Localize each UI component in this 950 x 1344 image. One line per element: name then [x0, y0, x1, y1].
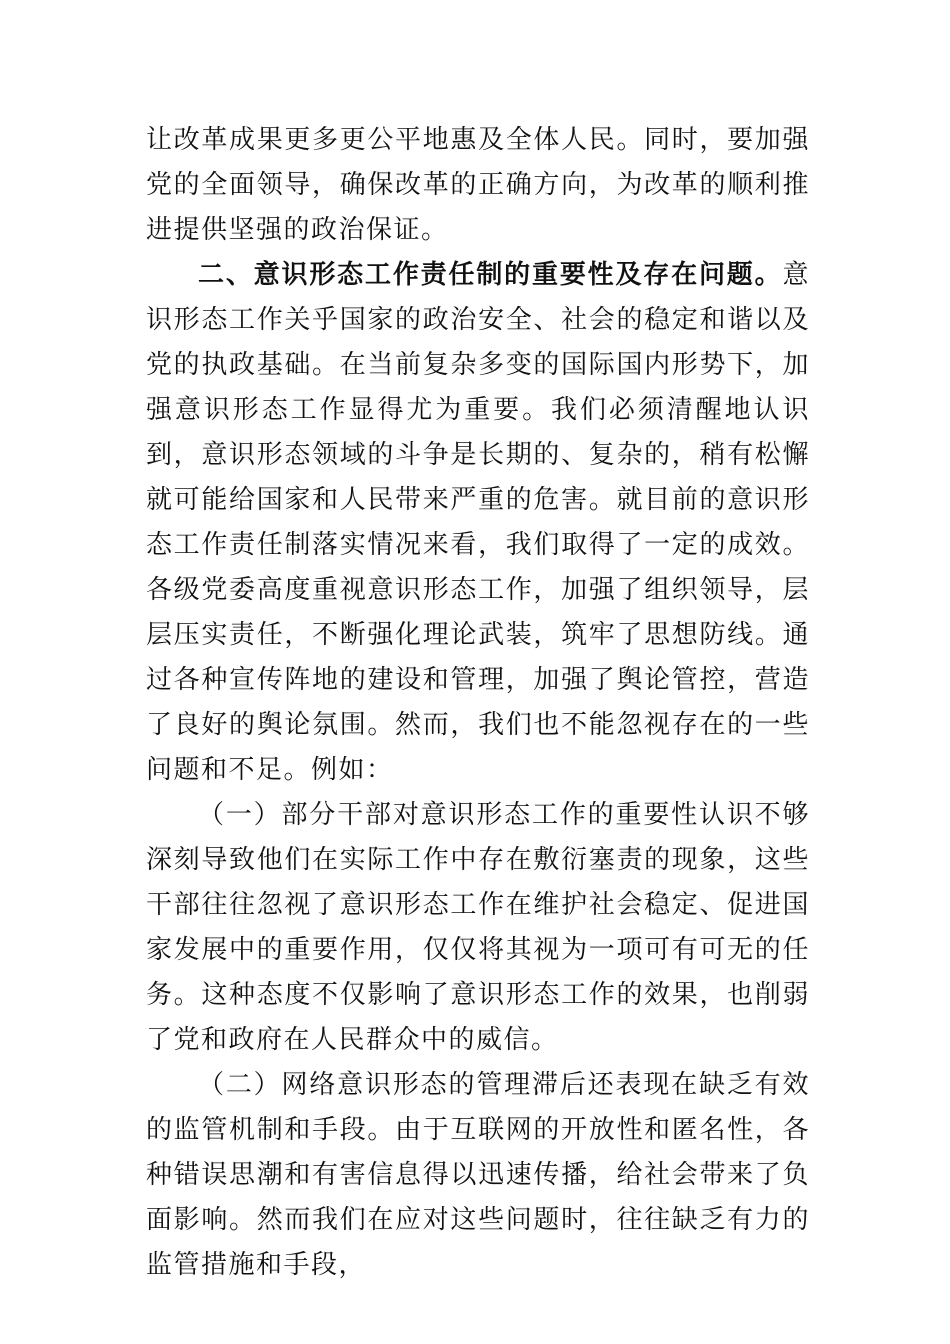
paragraph-section-two [146, 253, 810, 793]
document-body [146, 118, 810, 1288]
section-heading: 二、意识形态工作责任制的重要性及存在问题。 [198, 260, 783, 290]
paragraph-reform-conclusion [146, 118, 810, 253]
paragraph-item-two [146, 1063, 810, 1288]
paragraph-item-one [146, 793, 810, 1063]
paragraph-text: 让改革成果更多更公平地惠及全体人民。同时，要加强党的全面领导，确保改革的正确方向，为改革的顺利推进提供坚强的政治保证。 [146, 125, 810, 245]
paragraph-text: （一）部分干部对意识形态工作的重要性认识不够深刻导致他们在实际工作中存在敷衍塞责的现象，这些干部往往忽视了意识形态工作在维护社会稳定、促进国家发展中的重要作用，仅仅将其视为一项可有可无的任务。这种态度不仅影响了意识形态工作的效果，也削弱了党和政府在人民群众中的威信。 [146, 800, 810, 1055]
paragraph-text: （二）网络意识形态的管理滞后还表现在缺乏有效的监管机制和手段。由于互联网的开放性和匿名性，各种错误思潮和有害信息得以迅速传播，给社会带来了负面影响。然而我们在应对这些问题时，往往缺乏有力的监管措施和手段， [146, 1070, 810, 1280]
paragraph-text: 意识形态工作关乎国家的政治安全、社会的稳定和谐以及党的执政基础。在当前复杂多变的国际国内形势下，加强意识形态工作显得尤为重要。我们必须清醒地认识到，意识形态领域的斗争是长期的、复杂的，稍有松懈就可能给国家和人民带来严重的危害。就目前的意识形态工作责任制落实情况来看，我们取得了一定的成效。各级党委高度重视意识形态工作，加强了组织领导，层层压实责任，不断强化理论武装，筑牢了思想防线。通过各种宣传阵地的建设和管理，加强了舆论管控，营造了良好的舆论氛围。然而，我们也不能忽视存在的一些问题和不足。例如： [146, 260, 810, 785]
